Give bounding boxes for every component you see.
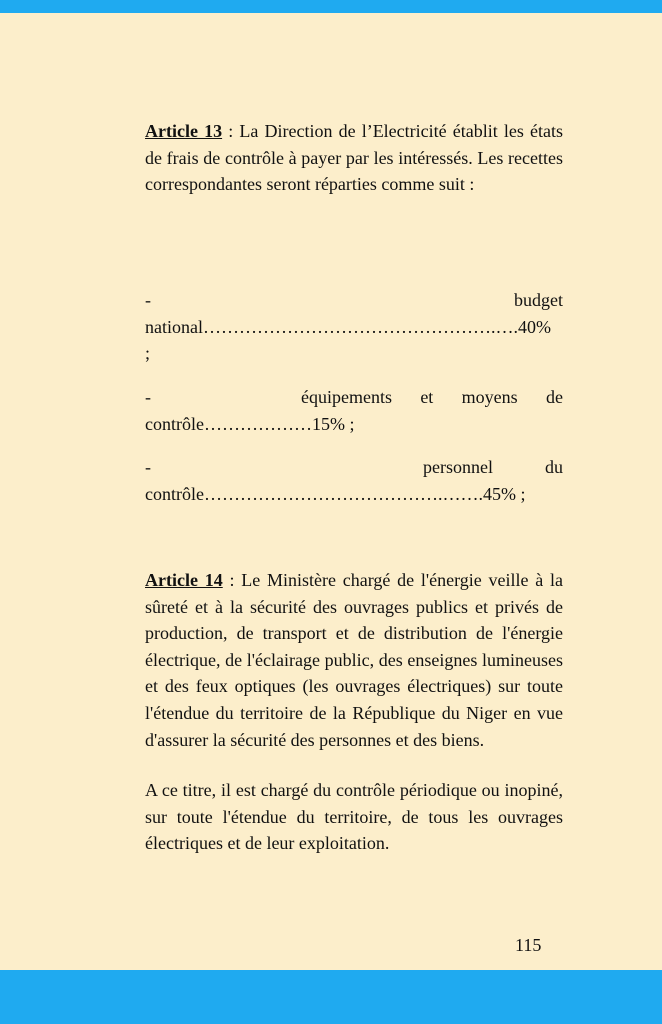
dash: -	[145, 457, 151, 477]
word: moyens	[461, 387, 518, 407]
leader-line: contrôle………………15% ;	[145, 413, 355, 434]
article-14-para2: A ce titre, il est chargé du contrôle périodique ou inopiné, sur toute l'étendue du territoire, de tous les ouvrages électriques et de leur exploitation.	[145, 780, 563, 854]
article-13-heading: Article 13	[145, 121, 223, 141]
dash: -	[145, 387, 151, 407]
article-13	[145, 118, 563, 198]
article-14-heading: Article 14	[145, 570, 223, 590]
dash: -	[145, 290, 151, 310]
word: budget	[514, 290, 563, 310]
word: de	[545, 387, 563, 407]
word: et	[420, 387, 434, 407]
top-bar	[0, 0, 662, 13]
article-13-text: : La Direction de l’Electricité établit les états de frais de contrôle à payer par les intéressés. Les recettes correspondantes seront réparties comme suit :	[145, 121, 563, 195]
leader-line-end: ;	[145, 343, 151, 364]
word: personnel	[423, 457, 493, 477]
word: du	[545, 457, 563, 477]
article-14	[145, 567, 563, 857]
list-item-budget	[145, 287, 563, 367]
leader-line: contrôle………………………………….…….45% ;	[145, 483, 526, 504]
page-number: 115	[515, 935, 542, 955]
leader-line: national………………………………………….….40%	[145, 316, 551, 337]
list-item-equipements	[145, 384, 563, 437]
bottom-bar	[0, 970, 662, 1024]
word: équipements	[301, 387, 392, 407]
list-item-personnel	[145, 454, 563, 507]
article-14-text: : Le Ministère chargé de l'énergie veille à la sûreté et à la sécurité des ouvrages publics et privés de production, de transport et de distribution de l'énergie électrique, de l'éclairage public, des enseignes lumineuses et des feux optiques (les ouvrages électriques) sur toute l'étendue du territoire de la République du Niger en vue d'assurer la sécurité des personnes et des biens.	[145, 570, 563, 750]
